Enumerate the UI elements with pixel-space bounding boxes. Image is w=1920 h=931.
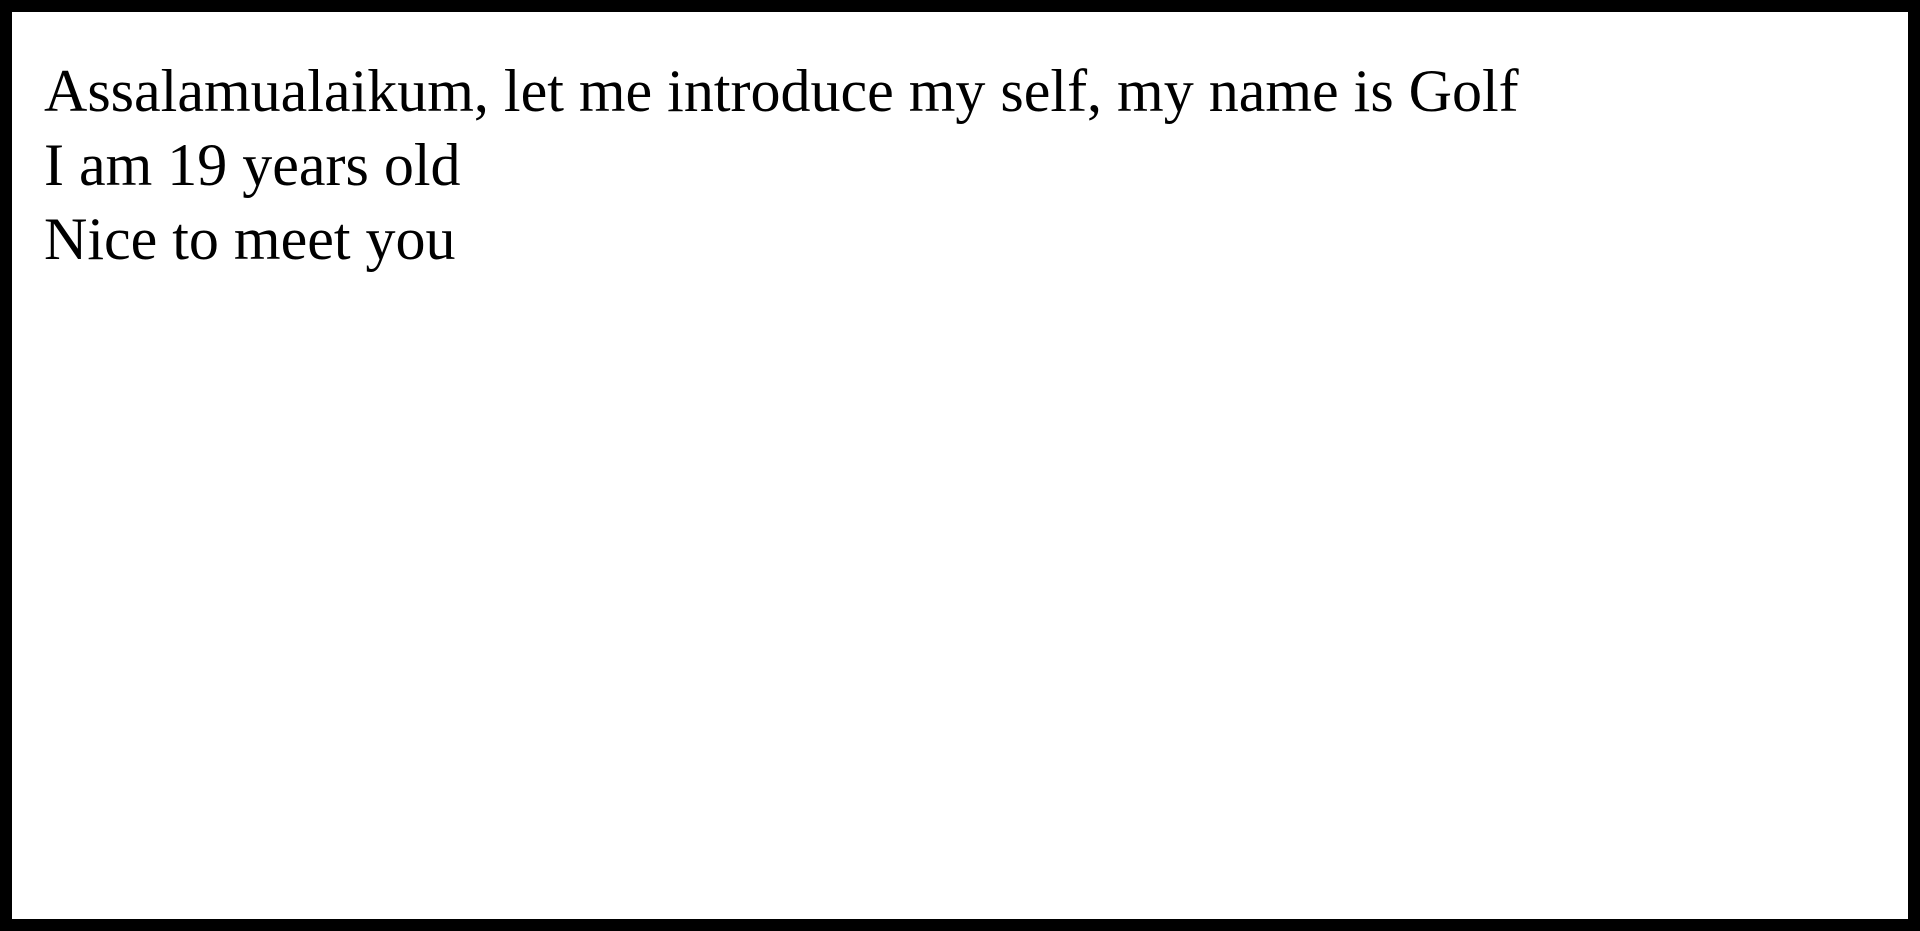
text-line-age: I am 19 years old (44, 132, 461, 198)
text-line-closing: Nice to meet you (44, 206, 456, 272)
text-content-area (44, 54, 1884, 276)
text-line-greeting: Assalamualaikum, let me introduce my self, my name is Golf (44, 58, 1519, 124)
